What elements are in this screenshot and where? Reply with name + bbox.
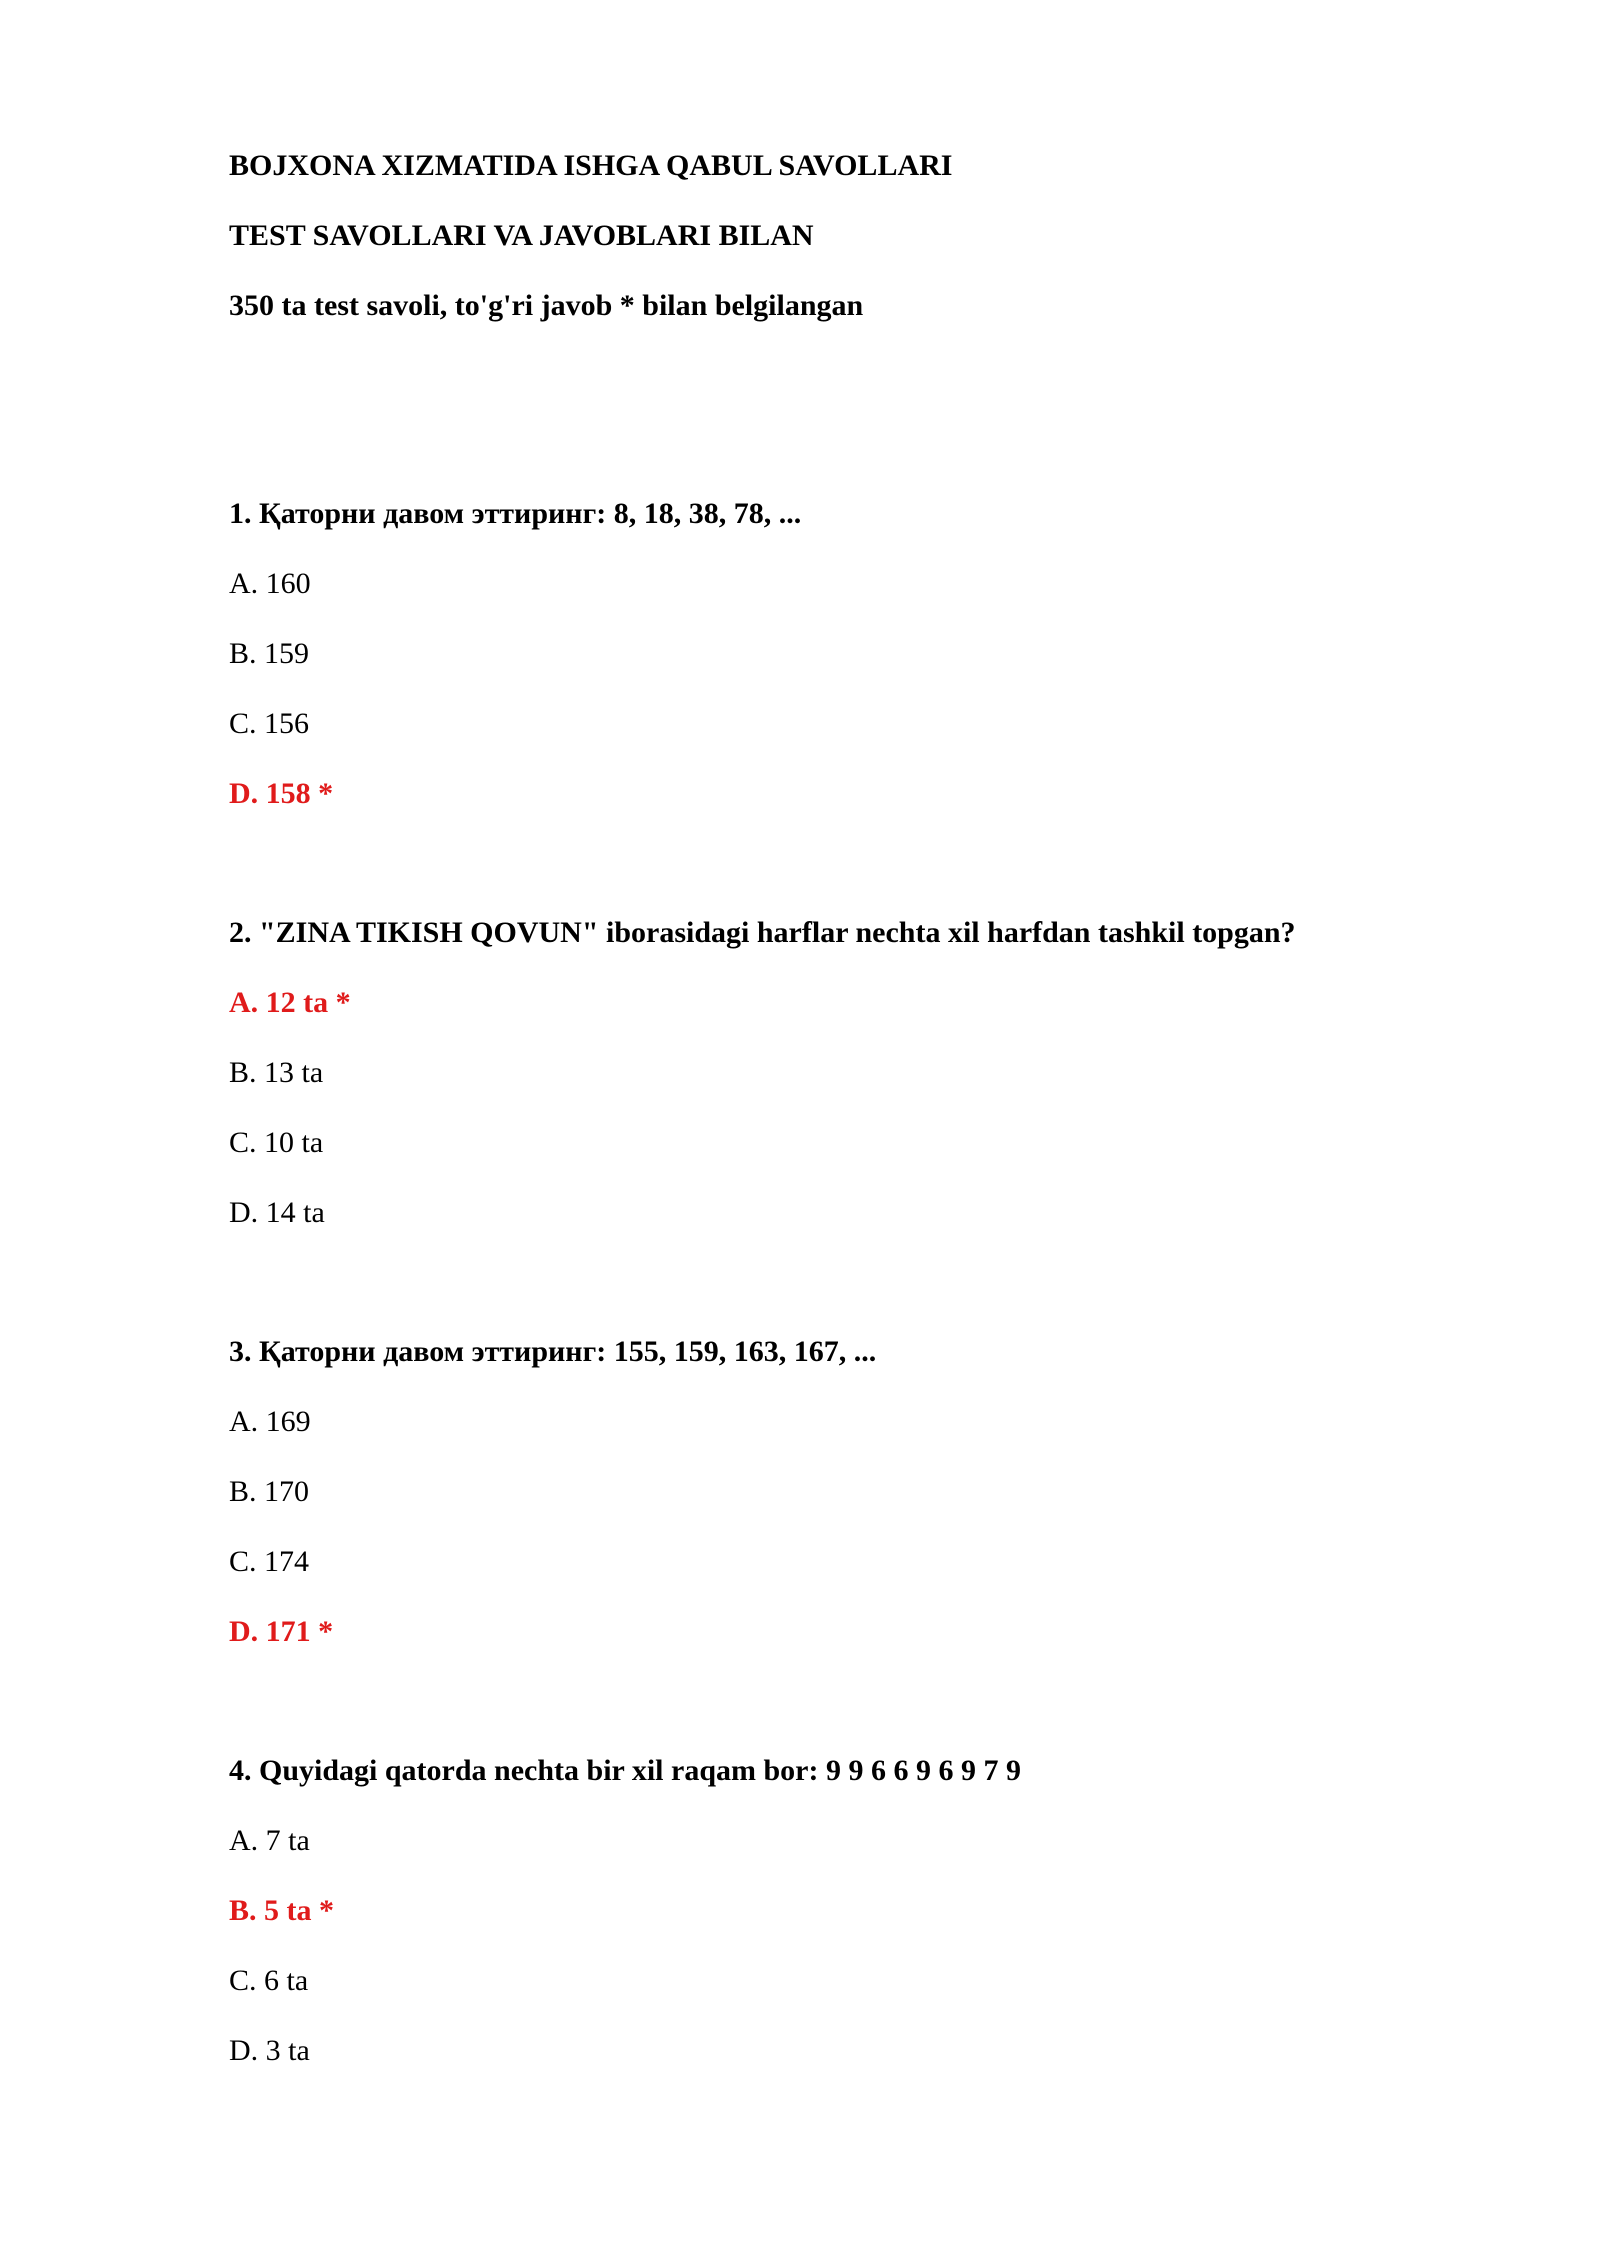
answer-option-correct: D. 158 * [229, 777, 334, 810]
answer-option: A. 160 [229, 567, 311, 600]
answer-option: C. 10 ta [229, 1126, 324, 1159]
question-text: 4. Quyidagi qatorda nechta bir xil raqam bor: 9 9 6 6 9 6 9 7 9 [229, 1754, 1021, 1787]
answer-option-correct: D. 171 * [229, 1615, 334, 1648]
question-text: 1. Қаторни давом эттиринг: 8, 18, 38, 78, ... [229, 497, 802, 530]
answer-option: B. 159 [229, 637, 310, 670]
answer-option: C. 174 [229, 1545, 310, 1578]
question-item [229, 1334, 1529, 1684]
question-text: 3. Қаторни давом эттиринг: 155, 159, 163, 167, ... [229, 1335, 877, 1368]
answer-option: A. 7 ta [229, 1824, 310, 1857]
answer-option: B. 170 [229, 1475, 310, 1508]
answer-option-correct: B. 5 ta * [229, 1894, 334, 1927]
question-item [229, 1753, 1529, 2103]
document-title: BOJXONA XIZMATIDA ISHGA QABUL SAVOLLARI [229, 149, 953, 182]
answer-option: A. 169 [229, 1405, 311, 1438]
question-list [229, 496, 1529, 2172]
answer-option-correct: A. 12 ta * [229, 986, 351, 1019]
answer-option: B. 13 ta [229, 1056, 324, 1089]
document-header [229, 148, 952, 358]
answer-option: C. 156 [229, 707, 310, 740]
question-text: 2. "ZINA TIKISH QOVUN" iborasidagi harflar nechta xil harfdan tashkil topgan? [229, 916, 1296, 949]
answer-option: C. 6 ta [229, 1964, 309, 1997]
answer-option: D. 14 ta [229, 1196, 325, 1229]
document-note: 350 ta test savoli, to'g'ri javob * bilan belgilangan [229, 289, 864, 322]
answer-option: D. 3 ta [229, 2034, 310, 2067]
question-item [229, 915, 1529, 1265]
document-subtitle: TEST SAVOLLARI VA JAVOBLARI BILAN [229, 219, 814, 252]
question-item [229, 496, 1529, 846]
